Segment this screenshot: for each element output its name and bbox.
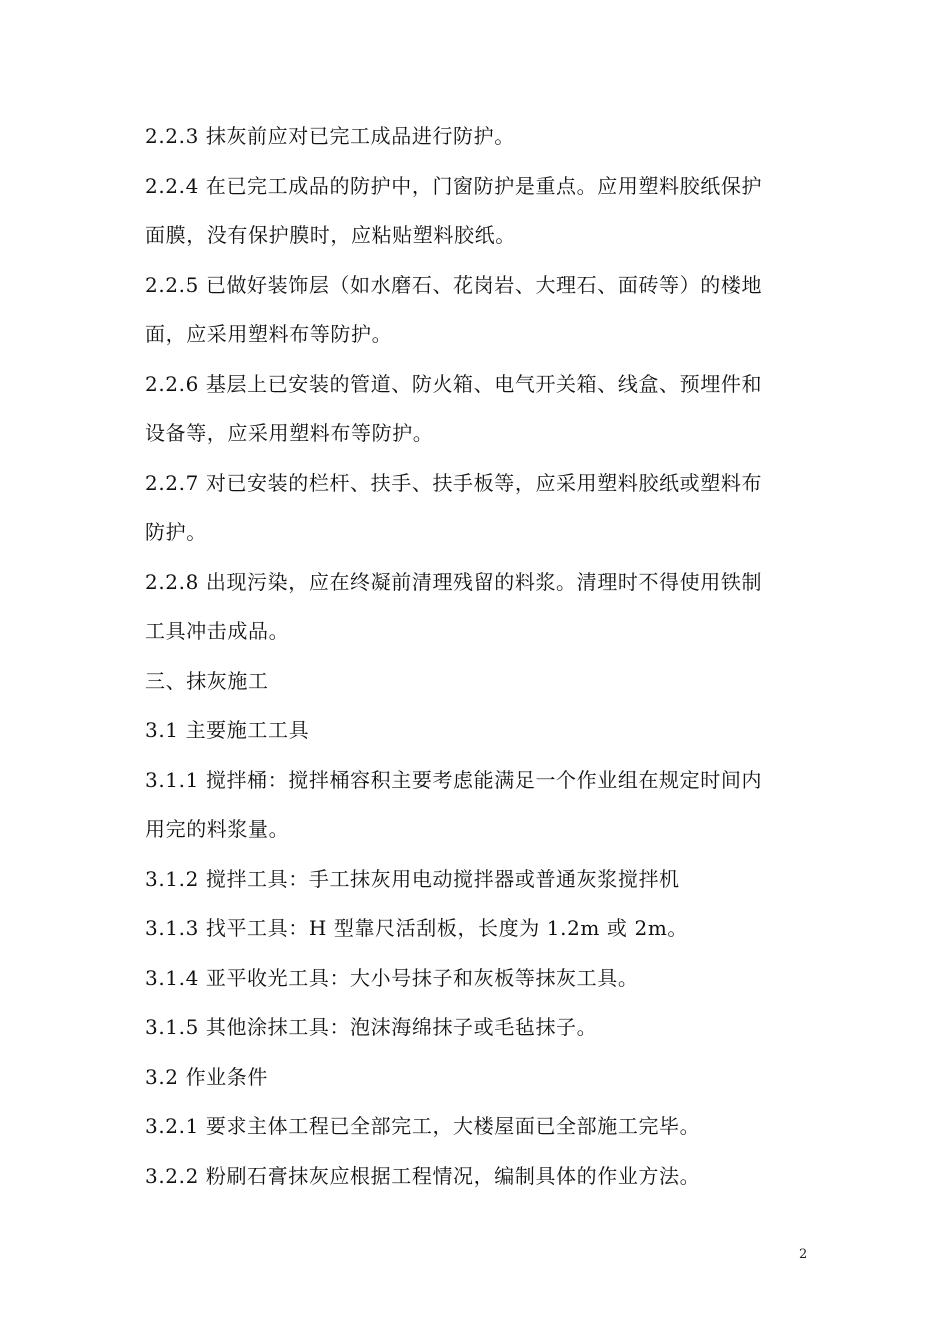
page-number: 2 <box>799 1247 808 1262</box>
text-line: 2.2.5 已做好装饰层（如水磨石、花岗岩、大理石、面砖等）的楼地 <box>145 272 763 297</box>
text-line: 3.2.1 要求主体工程已全部完工，大楼屋面已全部施工完毕。 <box>145 1114 701 1138</box>
text-line: 防护。 <box>145 520 207 544</box>
subsection-heading: 3.2 作业条件 <box>145 1064 268 1089</box>
text-line: 用完的料浆量。 <box>145 817 290 841</box>
text-line: 设备等，应采用塑料布等防护。 <box>145 421 434 445</box>
text-line: 2.2.7 对已安装的栏杆、扶手、扶手板等，应采用塑料胶纸或塑料布 <box>145 470 763 495</box>
text-line: 工具冲击成品。 <box>145 619 290 643</box>
text-line: 2.2.4 在已完工成品的防护中，门窗防护是重点。应用塑料胶纸保护 <box>145 173 763 198</box>
text-line: 3.1.5 其他涂抹工具：泡沫海绵抹子或毛毡抹子。 <box>145 1015 598 1039</box>
text-line: 3.1.2 搅拌工具：手工抹灰用电动搅拌器或普通灰浆搅拌机 <box>145 866 680 891</box>
text-line: 3.1.3 找平工具：H 型靠尺活刮板，长度为 1.2m 或 2m。 <box>145 916 688 940</box>
text-line: 2.2.3 抹灰前应对已完工成品进行防护。 <box>145 124 515 148</box>
subsection-heading: 3.1 主要施工工具 <box>145 718 310 742</box>
text-line: 2.2.6 基层上已安装的管道、防火箱、电气开关箱、线盒、预埋件和 <box>145 371 763 396</box>
section-heading: 三、抹灰施工 <box>145 668 269 693</box>
text-line: 3.1.4 亚平收光工具：大小号抹子和灰板等抹灰工具。 <box>145 965 639 990</box>
text-line: 3.2.2 粉刷石膏抹灰应根据工程情况，编制具体的作业方法。 <box>145 1163 701 1188</box>
text-line: 2.2.8 出现污染，应在终凝前清理残留的料浆。清理时不得使用铁制 <box>145 569 763 594</box>
text-line: 面膜，没有保护膜时，应粘贴塑料胶纸。 <box>145 223 516 247</box>
document-body <box>145 112 810 1201</box>
text-line: 面，应采用塑料布等防护。 <box>145 322 393 346</box>
text-line: 3.1.1 搅拌桶：搅拌桶容积主要考虑能满足一个作业组在规定时间内 <box>145 767 763 792</box>
